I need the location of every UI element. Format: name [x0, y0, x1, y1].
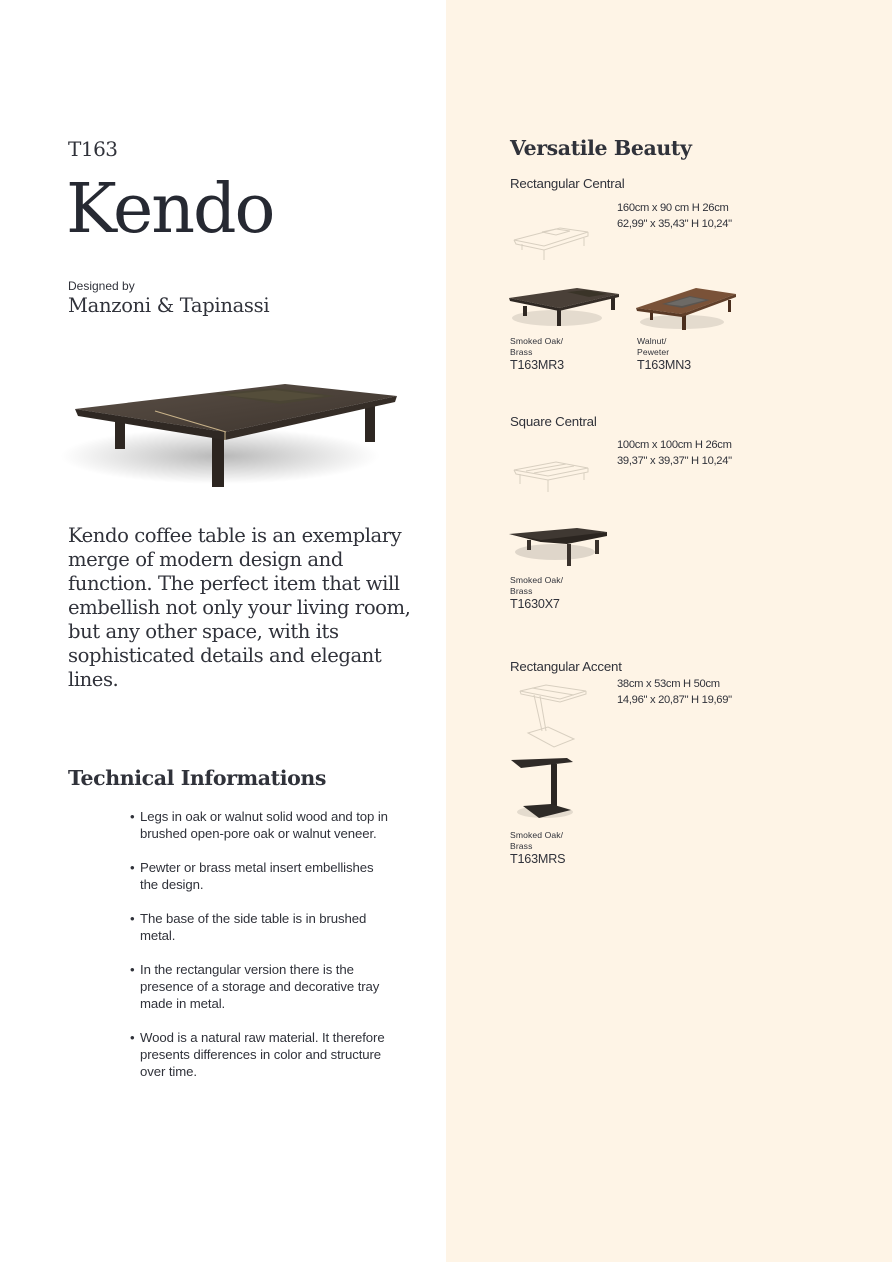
variant-smoked-oak-brass-accent [510, 830, 620, 866]
sku: T163MR3 [510, 358, 564, 372]
dims-in: 62,99" x 35,43" H 10,24" [617, 218, 732, 230]
product-title: Kendo [66, 170, 274, 249]
tech-item: • Pewter or brass metal insert embellishes the design. [130, 859, 390, 893]
versatile-beauty-heading: Versatile Beauty [510, 136, 692, 160]
dims-cm: 38cm x 53cm H 50cm [617, 678, 720, 690]
sketch-square-central [512, 458, 592, 496]
sku: T1630X7 [510, 597, 560, 611]
finish-line2: Brass [510, 586, 533, 596]
variant-smoked-oak-brass [510, 336, 620, 372]
photo-rectangular-walnut [634, 284, 739, 332]
dims-cm: 100cm x 100cm H 26cm [617, 439, 732, 451]
technical-list [130, 808, 390, 1097]
tech-item: • Wood is a natural raw material. It therefore presents differences in color and structure over time. [130, 1029, 390, 1080]
hero-product-image [60, 366, 410, 496]
dims-cm: 160cm x 90 cm H 26cm [617, 202, 729, 214]
dims-in: 39,37" x 39,37" H 10,24" [617, 455, 732, 467]
designed-by-label: Designed by [68, 279, 135, 293]
photo-rectangular-smoked-oak [507, 284, 622, 328]
finish-line2: Brass [510, 841, 533, 851]
technical-informations-heading: Technical Informations [68, 766, 327, 790]
tech-item: • The base of the side table is in brushed metal. [130, 910, 390, 944]
product-description: Kendo coffee table is an exemplary merge of modern design and function. The perfect item that will embellish not only your living room, but any other space, with its sophisticated details and elegant lines. [68, 524, 411, 691]
finish-line2: Brass [510, 347, 533, 357]
tech-item: • Legs in oak or walnut solid wood and top in brushed open-pore oak or walnut veneer. [130, 808, 390, 842]
variant-smoked-oak-brass-square [510, 575, 620, 611]
section-title-square-central: Square Central [510, 414, 597, 429]
finish-line1: Walnut/ [637, 336, 667, 346]
finish-line1: Smoked Oak/ [510, 830, 564, 840]
photo-square-smoked-oak [507, 526, 609, 570]
photo-rectangular-accent-smoked-oak [509, 756, 575, 820]
section-title-rectangular-accent: Rectangular Accent [510, 659, 622, 674]
dimensions-rectangular-central [617, 200, 732, 232]
section-title-rectangular-central: Rectangular Central [510, 176, 625, 191]
variant-walnut-peweter [637, 336, 747, 372]
product-code: T163 [68, 137, 118, 161]
dims-in: 14,96" x 20,87" H 19,69" [617, 694, 732, 706]
dimensions-rectangular-accent [617, 676, 732, 708]
finish-line1: Smoked Oak/ [510, 575, 564, 585]
finish-line2: Peweter [637, 347, 670, 357]
dimensions-square-central [617, 437, 732, 469]
sketch-rectangular-central [512, 222, 592, 262]
sku: T163MRS [510, 852, 566, 866]
designer-name: Manzoni & Tapinassi [68, 294, 270, 317]
finish-line1: Smoked Oak/ [510, 336, 564, 346]
tech-item: • In the rectangular version there is the presence of a storage and decorative tray made in metal. [130, 961, 390, 1012]
sku: T163MN3 [637, 358, 691, 372]
sketch-rectangular-accent [518, 683, 590, 751]
